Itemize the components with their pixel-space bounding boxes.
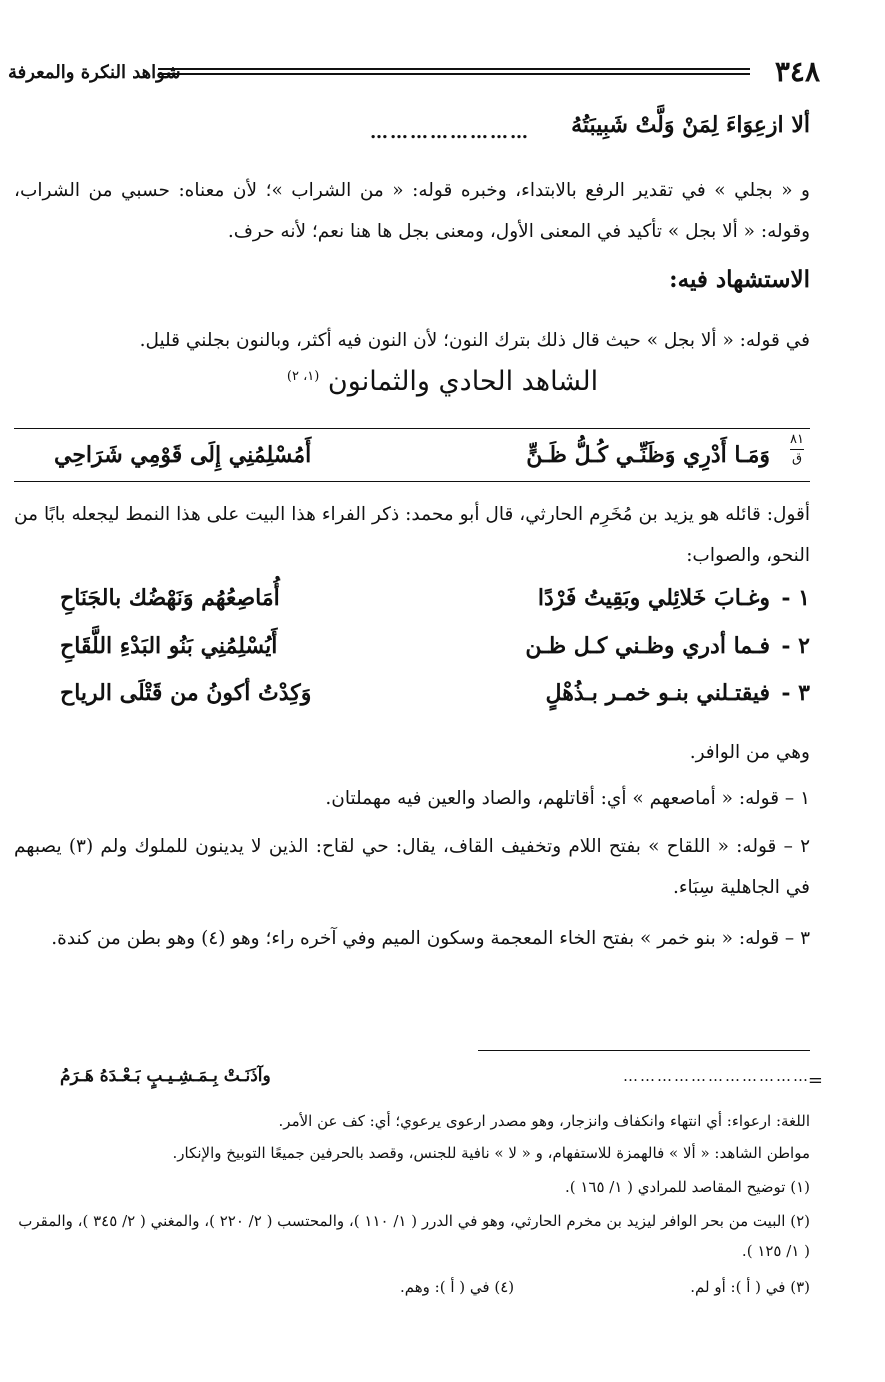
- main-verse-hemistich-1: وَمَـا أَدْرِي وَظَنِّـي كُـلُّ ظَـنٍّ: [526, 442, 770, 468]
- footnote-3: (٣) في ( أ ): أو لم.: [690, 1278, 810, 1296]
- top-verse-dots: ……………………: [370, 122, 530, 143]
- footnote-verse-text: وآذَنَـتْ بِـمَـشِـيـبٍ بَـعْـدَهُ هَـرَمُ: [60, 1066, 271, 1086]
- poem-line-number: ٢ -: [781, 633, 810, 659]
- footnote-2: (٢) البيت من بحر الوافر ليزيد بن مخرم الحارثي، وهو في الدرر ( ١/ ١١٠ )، والمحتسب ( ٢/ ٢٢٠ )، والمغني ( ٢/ ٣٤٥ )، والمقرب ( ١/ ١٢٥ ).: [18, 1212, 810, 1260]
- poem-hemistich-2: أُمَاصِعُهُم وَنَهْضُك بالجَنَاحِ: [60, 585, 280, 611]
- verse-number: [790, 431, 804, 468]
- section-title: [0, 366, 885, 397]
- page-header: [8, 52, 820, 92]
- poem-line: [60, 680, 810, 726]
- poem-hemistich-1: فـما أدري وظـني كـل ظـن: [525, 633, 770, 659]
- footnote-separator: [478, 1050, 810, 1051]
- footnote-continuation-mark: =: [807, 1070, 823, 1091]
- note-3: ٣ – قوله: « بنو خمر » بفتح الخاء المعجمة وسكون الميم وفي آخره راء؛ وهو (٤) وهو بطن من كندة.: [51, 928, 810, 949]
- footnote-1: (١) توضيح المقاصد للمرادي ( ١/ ١٦٥ ).: [564, 1178, 810, 1196]
- page-number: ٣٤٨: [774, 55, 820, 88]
- poem-line: [60, 585, 810, 631]
- note-2: ٢ – قوله: « اللقاح » بفتح اللام وتخفيف القاف، يقال: حي لقاح: الذين لا يدينون للملوك ولم (٣) يصبهم في الجاهلية سِبَاء.: [14, 836, 810, 898]
- top-verse: ألا ازعِوَاءَ لِمَنْ وَلَّتْ شَبِيبَتُهُ: [571, 112, 810, 138]
- section-title-text: الشاهد الحادي والثمانون: [327, 366, 599, 397]
- poem-hemistich-1: فيقتـلني بنـو خمـر بـذُهْلٍ: [545, 680, 770, 706]
- heading-istishhad: الاستشهاد فيه:: [669, 266, 810, 293]
- paragraph-3: أقول: قائله هو يزيد بن مُخَرِم الحارثي، قال أبو محمد: ذكر الفراء هذا البيت على هذا النمط ليجعله بابًا من النحو، والصواب:: [14, 504, 810, 566]
- verse-number-bottom: ق: [791, 451, 803, 466]
- note-1: ١ – قوله: « أماصعهم » أي: أقاتلهم، والصاد والعين فيه مهملتان.: [325, 788, 810, 809]
- poem-hemistich-2: أَيُسْلِمُنِي بَنُو البَدْءِ اللَّقَاحِ: [60, 633, 278, 659]
- paragraph-2: في قوله: « ألا بجل » حيث قال ذلك بترك النون؛ لأن النون فيه أكثر، وبالنون بجلني قليل.: [139, 330, 810, 351]
- running-title: شواهد النكرة والمعرفة: [8, 62, 181, 83]
- meter-note: وهي من الوافر.: [689, 742, 810, 763]
- poem-hemistich-2: وَكِدْتُ أكونُ من قَتْلَى الرياح: [60, 680, 312, 706]
- footnote-verse-dots: ……………………………: [623, 1067, 810, 1085]
- main-verse-hemistich-2: أَمُسْلِمُنِي إِلَى قَوْمِي شَرَاحِي: [54, 442, 312, 468]
- paragraph-1: و « بجلي » في تقدير الرفع بالابتداء، وخبره قوله: « من الشراب »؛ لأن معناه: حسبي من الشراب، وقوله: « ألا بجل » تأكيد في المعنى الأول، ومعنى بجل ها هنا نعم؛ لأنه حرف.: [14, 180, 810, 242]
- main-verse: [14, 428, 810, 482]
- footnote-mawatin: مواطن الشاهد: « ألا » فالهمزة للاستفهام، و « لا » نافية للجنس، وقصد بالحرفين جميعًا التوبيخ والإنكار.: [172, 1144, 810, 1162]
- footnote-lugha: اللغة: ارعواء: أي انتهاء وانكفاف وانزجار، وهو مصدر ارعوى يرعوي؛ أي: كف عن الأمر.: [278, 1112, 810, 1130]
- poem-line: [60, 633, 810, 679]
- footnote-4: (٤) في ( أ ): وهم.: [400, 1278, 515, 1296]
- section-title-note: (١، ٢): [286, 369, 320, 384]
- poem-hemistich-1: وغـابَ خَلائِلي وبَقِيتُ فَرْدًا: [537, 585, 770, 611]
- header-rule: [158, 68, 750, 75]
- poem-line-number: ١ -: [781, 585, 810, 611]
- poem-line-number: ٣ -: [781, 680, 810, 706]
- footnote-verse: [623, 1066, 810, 1086]
- verse-number-top: ٨١: [790, 431, 804, 450]
